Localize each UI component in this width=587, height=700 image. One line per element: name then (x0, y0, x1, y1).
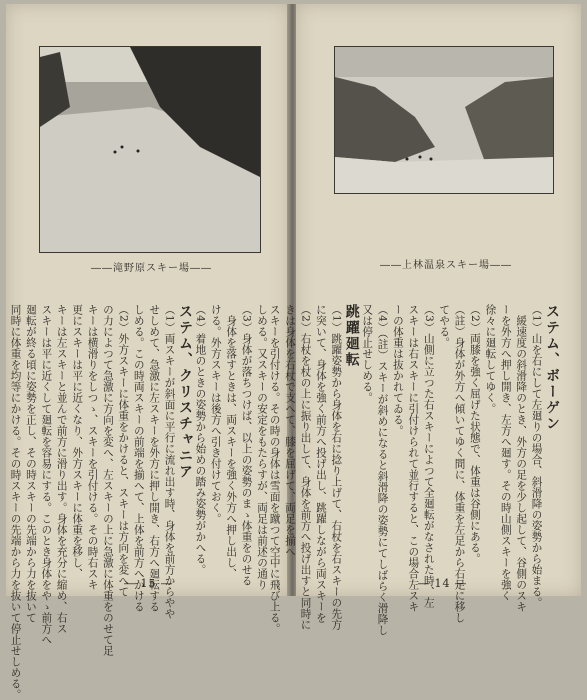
left-para-2: （3）身体が落ちつけば、以上の姿勢のまゝ体重をのせる (240, 304, 253, 587)
right-para-5: （2）両膝を強く屈げた状態で、体重は谷側にある。 (468, 304, 481, 565)
mountain-slope-photo (334, 46, 554, 194)
stem-christiania-heading: ステム、クリスチャニア (176, 304, 193, 480)
left-para2-4: （2）外方スキーに体重をかけると、スキーは方向を変へて (117, 304, 130, 598)
right-para-7: てやる。 (438, 304, 451, 348)
right-para-12: 又は停止せしめる。 (361, 304, 374, 403)
right-para-2: 緩速度の斜滑降のとき、外方の足を少し起して、谷側のスキ (515, 304, 528, 612)
left-para2-1: （1）両スキーが斜面に平行に流れ出す時、身体を前方からやや (163, 304, 176, 620)
left-para2-11: 同時に体重を均等にかける。その時スキーの先端から力を抜いて停止せしめる。 (9, 304, 22, 700)
left-para-4: ける。外方スキーは後方へ引き付けておく。 (209, 304, 222, 524)
page-number-left: ― 15 ― (124, 577, 173, 590)
right-para-10: ーの体重は抜かれてゐる。 (391, 304, 404, 436)
stem-bogen-heading: ステム、ボーゲン (544, 304, 560, 432)
left-para-5: （4）着地のときの姿勢から始めの踏み姿勢がかへる。 (194, 304, 207, 576)
left-para2-8: キーは左スキーと並んで前方に滑り出す。身体を充分に縮め、右ス (55, 304, 68, 634)
left-para2-9: スキーは平に近くして廻転を容易にする。このとき身体をやゝ前方へ (40, 304, 53, 645)
left-para2-3: しめる。この時両スキーの前端を揃へて、上体を前方へかける (132, 304, 145, 612)
jump-turn-heading: 跳躍廻転 (343, 304, 360, 368)
right-para-6: （註）身体が外方へ傾いてゆく間に、体重を左足から右足に移し (453, 304, 466, 623)
left-page (6, 4, 289, 700)
right-para-8: （3）山側に立つた右スキーによつて全廻転がなされた時、左 (422, 304, 435, 609)
left-para2-5: の力によつて急激に方向を変へ、左スキーの上に急激に体重をのせて足 (101, 304, 114, 656)
right-para-1: （1）山を右にして左廻りの場合、斜滑降の姿勢から始まる。 (530, 304, 543, 609)
right-para2-2: に突いて、身体を強く前方へ投げ出し、跳躍しながら両スキーを (314, 304, 327, 623)
left-para2-7: 更にスキーは平に近くなり、外方スキーに体重を移し、 (71, 304, 84, 579)
left-para2-2: せしめて、急激に左スキーを外方に押し開き、右方へ廻転する (148, 304, 161, 612)
ski-slope-photo (39, 46, 261, 253)
left-photo-caption: ――滝野原スキー場―― (91, 263, 212, 274)
left-para-3: 身体を落すときは、両スキーを強く外方へ押し出し、 (225, 304, 238, 579)
left-para2-10: 廻転が終る頃に姿勢を正し、その時スキーの先端から力を抜いて (24, 304, 37, 623)
right-photo-caption: ――上林温泉スキー場―― (380, 260, 512, 271)
right-page (268, 4, 581, 636)
right-para2-4: きは身体を右杖で支へて、膝を屈げて、両足を揃へ (284, 304, 297, 557)
right-para2-1: （1）跳躍姿勢から身体を右に捻り上げて、右杖を右スキーの先方 (330, 304, 343, 631)
right-para2-3: （2）右杖を杖の上に振り出して、身体を前方へ投げ出すと同時に (299, 304, 312, 631)
ski-slope-illustration (40, 47, 260, 252)
right-para2-5: スキーを引付ける。その時の身体は雪面を蹴つて空中に飛び上る。 (268, 304, 281, 634)
left-para2-6: キーは横滑りをしつゝ、スキーを引付ける。その時右スキ (86, 304, 99, 590)
right-para-3: ーを外方へ押し開き、左方へ廻す。その時山側スキーを強く (499, 304, 512, 601)
right-para-9: スキーは右スキーに引付けられて並行すると、この場合左スキ (407, 304, 420, 612)
right-para-4: 徐々に廻転してゆく。 (484, 304, 497, 414)
page-number-right: ― 14 ― (418, 577, 467, 590)
right-para-11: （4）（註）スキーが斜めになると斜滑降の姿勢にてしばらく滑降し (376, 304, 389, 636)
left-para-1: しめる。又スキーの安定をもたらすが、両足は前述の通り (256, 304, 268, 590)
mountain-illustration (335, 47, 553, 193)
